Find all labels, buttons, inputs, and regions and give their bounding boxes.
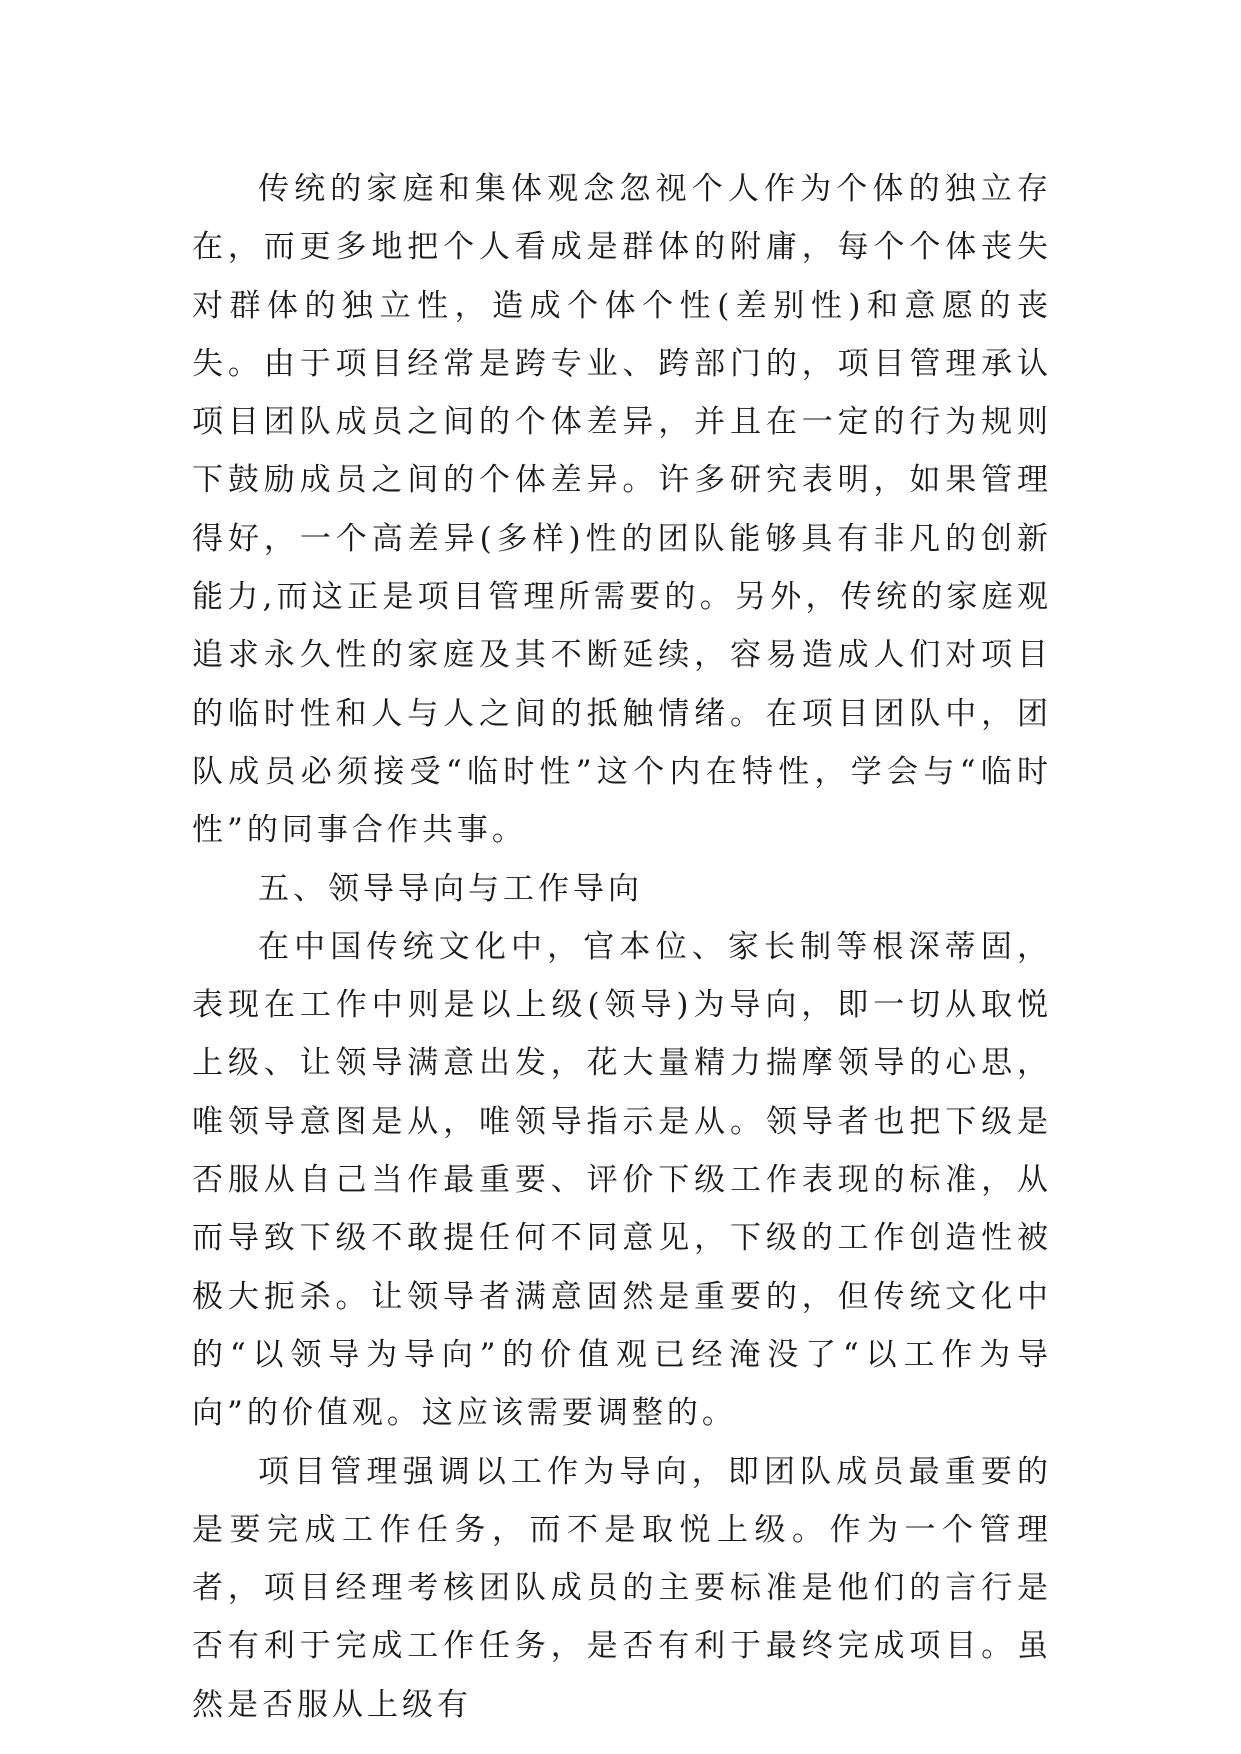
section-heading-leadership-vs-work-orientation: 五、领导导向与工作导向 [258, 870, 643, 907]
paragraph-team-diversity: 传统的家庭和集体观念忽视个人作为个体的独立存在，而更多地把个人看成是群体的附庸，每个个体丧失对群体的独立性，造成个体个性(差别性)和意愿的丧失。由于项目经常是跨专业、跨部门的，项目管理承认项目团队成员之间的个体差异，并且在一定的行为规则下鼓励成员之间的个体差异。许多研究表明，如果管理得好，一个高差异(多样)性的团队能够具有非凡的创新能力,而这正是项目管理所需要的。另外，传统的家庭观追求永久性的家庭及其不断延续，容易造成人们对项目的临时性和人与人之间的抵触情绪。在项目团队中，团队成员必须接受“临时性”这个内在特性，学会与“临时性”的同事合作共事。 [192, 171, 1052, 849]
paragraph-work-orientation: 项目管理强调以工作为导向，即团队成员最重要的是要完成工作任务，而不是取悦上级。作为一个管理者，项目经理考核团队成员的主要标准是他们的言行是否有利于完成工作任务，是否有利于最终完成项目。虽然是否服从上级有 [192, 1453, 1052, 1723]
paragraph-leadership-orientation: 在中国传统文化中，官本位、家长制等根深蒂固，表现在工作中则是以上级(领导)为导向，即一切从取悦上级、让领导满意出发，花大量精力揣摩领导的心思，唯领导意图是从，唯领导指示是从。领导者也把下级是否服从自己当作最重要、评价下级工作表现的标准，从而导致下级不敢提任何不同意见，下级的工作创造性被极大扼杀。让领导者满意固然是重要的，但传统文化中的“以领导为导向”的价值观已经淹没了“以工作为导向”的价值观。这应该需要调整的。 [192, 928, 1052, 1432]
document-body [192, 160, 1052, 1734]
